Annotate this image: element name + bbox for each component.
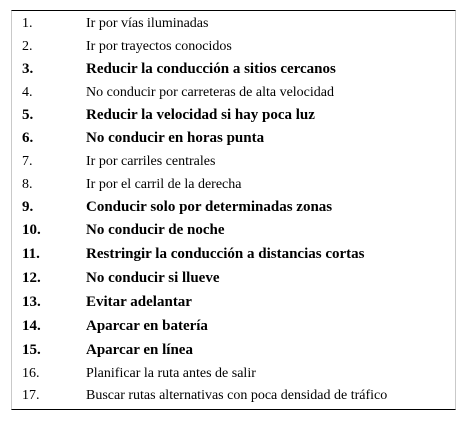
- row-text: Aparcar en batería: [86, 318, 208, 334]
- row-text: No conducir de noche: [86, 222, 225, 238]
- row-text: Aparcar en línea: [86, 342, 193, 358]
- row-number: 13.: [22, 294, 41, 310]
- table-row: [12, 81, 455, 104]
- row-text: Ir por carriles centrales: [86, 154, 216, 169]
- row-text: No conducir si llueve: [86, 270, 220, 286]
- table-row: [12, 58, 455, 81]
- table-row: [12, 104, 455, 127]
- row-number: 14.: [22, 318, 41, 334]
- row-number: 1.: [22, 16, 33, 31]
- row-text: Evitar adelantar: [86, 294, 192, 310]
- table-row: [12, 173, 455, 196]
- row-number: 12.: [22, 270, 41, 286]
- row-text: Reducir la conducción a sitios cercanos: [86, 61, 336, 77]
- row-text: Buscar rutas alternativas con poca densidad de tráfico: [86, 388, 388, 403]
- table-row: [12, 243, 455, 266]
- row-text: No conducir en horas punta: [86, 130, 265, 146]
- row-number: 4.: [22, 85, 33, 100]
- row-number: 3.: [22, 61, 34, 77]
- row-text: Reducir la velocidad si hay poca luz: [86, 107, 315, 123]
- table-row: [12, 127, 455, 150]
- row-number: 10.: [22, 222, 41, 238]
- table-row: [12, 291, 455, 314]
- table-row: [12, 150, 455, 173]
- row-number: 2.: [22, 39, 33, 54]
- row-text: Conducir solo por determinadas zonas: [86, 199, 333, 215]
- row-number: 17.: [22, 388, 40, 403]
- table-row: [12, 362, 455, 385]
- table-row: [12, 384, 455, 407]
- row-number: 7.: [22, 154, 33, 169]
- row-number: 11.: [22, 246, 40, 262]
- row-text: Restringir la conducción a distancias cortas: [86, 246, 365, 262]
- row-number: 9.: [22, 199, 34, 215]
- row-text: Ir por vías iluminadas: [86, 16, 209, 31]
- table-row: [12, 219, 455, 242]
- row-number: 6.: [22, 130, 34, 146]
- table-row: [12, 339, 455, 362]
- row-text: Planificar la ruta antes de salir: [86, 366, 256, 381]
- table-row: [12, 267, 455, 290]
- table-row: [12, 196, 455, 219]
- row-text: No conducir por carreteras de alta velocidad: [86, 85, 334, 100]
- row-text: Ir por el carril de la derecha: [86, 177, 242, 192]
- numbered-table: [11, 10, 456, 410]
- table-row: [12, 35, 455, 58]
- table-row: [12, 12, 455, 35]
- row-number: 8.: [22, 177, 33, 192]
- row-text: Ir por trayectos conocidos: [86, 39, 232, 54]
- row-number: 15.: [22, 342, 41, 358]
- table-row: [12, 315, 455, 338]
- row-number: 16.: [22, 366, 40, 381]
- row-number: 5.: [22, 107, 34, 123]
